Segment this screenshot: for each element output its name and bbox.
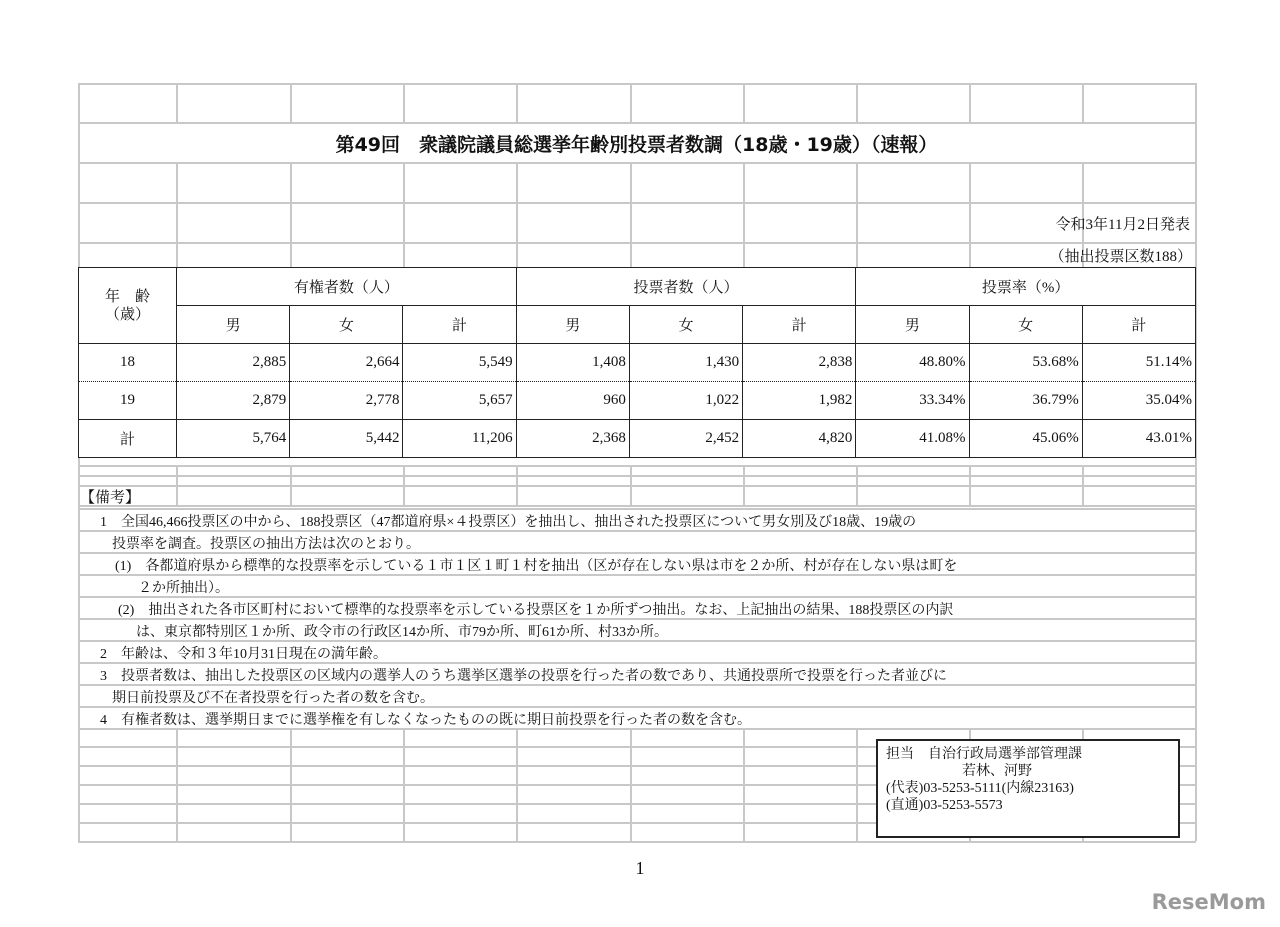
value-cell: 4,820 bbox=[743, 420, 856, 458]
value-cell: 5,764 bbox=[177, 420, 290, 458]
sub-header-row bbox=[79, 306, 1196, 344]
table-row bbox=[79, 382, 1196, 420]
remark-line: (1) 各都道府県から標準的な投票率を示している１市１区１町１村を抽出（区が存在しない県は市を２か所、村が存在しない県は町を bbox=[115, 559, 958, 574]
gridline bbox=[969, 465, 971, 505]
value-cell: 43.01% bbox=[1082, 420, 1195, 458]
value-cell: 2,368 bbox=[516, 420, 629, 458]
publish-date: 令和3年11月2日発表 bbox=[1055, 217, 1190, 233]
gridline bbox=[290, 83, 292, 122]
contact-direct-phone: (直通)03-5253-5573 bbox=[886, 798, 1003, 813]
sub-header: 女 bbox=[629, 306, 742, 344]
page-title: 第49回 衆議院議員総選挙年齢別投票者数調（18歳・19歳）（速報） bbox=[335, 134, 938, 156]
value-cell: 35.04% bbox=[1082, 382, 1195, 420]
value-cell: 1,430 bbox=[629, 344, 742, 382]
gridline bbox=[1082, 465, 1084, 505]
value-cell: 1,408 bbox=[516, 344, 629, 382]
age-header bbox=[79, 268, 177, 344]
remarks-heading: 【備考】 bbox=[80, 490, 141, 506]
sub-header: 女 bbox=[290, 306, 403, 344]
sub-header: 男 bbox=[177, 306, 290, 344]
group-header: 投票率（%） bbox=[856, 268, 1196, 306]
age-header-label: 年 齢 bbox=[104, 288, 150, 305]
contact-dept: 担当 自治行政局選挙部管理課 bbox=[886, 747, 1082, 762]
remark-line: ２か所抽出）。 bbox=[138, 581, 229, 596]
gridline bbox=[176, 465, 178, 505]
group-header: 投票者数（人） bbox=[516, 268, 856, 306]
value-cell: 2,885 bbox=[177, 344, 290, 382]
contact-box bbox=[876, 739, 1180, 838]
gridline bbox=[78, 841, 1196, 843]
gridline bbox=[78, 485, 1196, 487]
value-cell: 5,657 bbox=[403, 382, 516, 420]
remark-line: は、東京都特別区１か所、政令市の行政区14か所、市79か所、町61か所、村33か所。 bbox=[136, 625, 668, 640]
table-row bbox=[79, 344, 1196, 382]
gridline bbox=[78, 475, 1196, 477]
age-header-unit: （歳） bbox=[104, 306, 150, 323]
gridline bbox=[403, 162, 405, 267]
gridline bbox=[856, 83, 858, 122]
gridline bbox=[78, 465, 1196, 467]
gridline bbox=[78, 596, 1196, 598]
sub-header: 計 bbox=[743, 306, 856, 344]
gridline bbox=[290, 162, 292, 267]
value-cell: 45.06% bbox=[969, 420, 1082, 458]
value-cell: 1,022 bbox=[629, 382, 742, 420]
value-cell: 33.34% bbox=[856, 382, 969, 420]
value-cell: 2,452 bbox=[629, 420, 742, 458]
gridline bbox=[78, 83, 80, 841]
remark-line: 期日前投票及び不在者投票を行った者の数を含む。 bbox=[112, 691, 434, 706]
gridline bbox=[516, 465, 518, 505]
gridline bbox=[743, 83, 745, 122]
gridline bbox=[78, 242, 1196, 244]
age-cell: 計 bbox=[79, 420, 177, 458]
age-cell: 19 bbox=[79, 382, 177, 420]
gridline bbox=[78, 505, 1196, 507]
value-cell: 51.14% bbox=[1082, 344, 1195, 382]
gridline bbox=[78, 508, 1196, 510]
gridline bbox=[290, 728, 292, 841]
value-cell: 5,442 bbox=[290, 420, 403, 458]
sub-header: 男 bbox=[516, 306, 629, 344]
gridline bbox=[78, 202, 1196, 204]
gridline bbox=[78, 122, 1196, 124]
gridline bbox=[516, 83, 518, 122]
gridline bbox=[290, 465, 292, 505]
gridline bbox=[403, 465, 405, 505]
remark-line: (2) 抽出された各市区町村において標準的な投票率を示している投票区を１か所ずつ抽出。なお、上記抽出の結果、188投票区の内訳 bbox=[118, 603, 954, 618]
gridline bbox=[403, 83, 405, 122]
sample-count: （抽出投票区数188） bbox=[1049, 249, 1192, 265]
gridline bbox=[856, 465, 858, 505]
age-cell: 18 bbox=[79, 344, 177, 382]
gridline bbox=[176, 83, 178, 122]
gridline bbox=[969, 83, 971, 122]
sub-header: 計 bbox=[403, 306, 516, 344]
gridline bbox=[78, 83, 1196, 85]
page-number: 1 bbox=[635, 858, 645, 878]
gridline bbox=[403, 728, 405, 841]
value-cell: 48.80% bbox=[856, 344, 969, 382]
sub-header: 計 bbox=[1082, 306, 1195, 344]
remark-line: 3 投票者数は、抽出した投票区の区域内の選挙人のうち選挙区選挙の投票を行った者の数であり、共通投票所で投票を行った者並びに bbox=[100, 669, 947, 684]
group-header-row bbox=[79, 268, 1196, 306]
gridline bbox=[1195, 83, 1197, 841]
gridline bbox=[630, 465, 632, 505]
turnout-table bbox=[78, 267, 1196, 458]
gridline bbox=[516, 162, 518, 267]
gridline bbox=[78, 162, 1196, 164]
gridline bbox=[630, 728, 632, 841]
value-cell: 2,664 bbox=[290, 344, 403, 382]
contact-main-phone: (代表)03-5253-5111(内線23163) bbox=[886, 781, 1074, 796]
gridline bbox=[743, 162, 745, 267]
gridline bbox=[630, 162, 632, 267]
value-cell: 2,838 bbox=[743, 344, 856, 382]
gridline bbox=[630, 83, 632, 122]
gridline bbox=[743, 465, 745, 505]
gridline bbox=[1082, 83, 1084, 122]
gridline bbox=[856, 162, 858, 267]
contact-names: 若林、河野 bbox=[962, 764, 1032, 779]
gridline bbox=[969, 162, 971, 267]
value-cell: 1,982 bbox=[743, 382, 856, 420]
value-cell: 5,549 bbox=[403, 344, 516, 382]
value-cell: 2,879 bbox=[177, 382, 290, 420]
value-cell: 960 bbox=[516, 382, 629, 420]
value-cell: 2,778 bbox=[290, 382, 403, 420]
value-cell: 41.08% bbox=[856, 420, 969, 458]
remark-line: 投票率を調査。投票区の抽出方法は次のとおり。 bbox=[112, 537, 420, 552]
remark-line: 4 有権者数は、選挙期日までに選挙権を有しなくなったものの既に期日前投票を行った者の数を含む。 bbox=[100, 713, 751, 728]
gridline bbox=[516, 728, 518, 841]
value-cell: 36.79% bbox=[969, 382, 1082, 420]
value-cell: 11,206 bbox=[403, 420, 516, 458]
group-header: 有権者数（人） bbox=[177, 268, 517, 306]
gridline bbox=[743, 728, 745, 841]
gridline bbox=[176, 162, 178, 267]
table-row bbox=[79, 420, 1196, 458]
remark-line: 2 年齢は、令和３年10月31日現在の満年齢。 bbox=[100, 647, 387, 662]
value-cell: 53.68% bbox=[969, 344, 1082, 382]
sub-header: 女 bbox=[969, 306, 1082, 344]
remark-line: 1 全国46,466投票区の中から、188投票区（47都道府県×４投票区）を抽出し、抽出された投票区について男女別及び18歳、19歳の bbox=[100, 515, 917, 530]
sub-header: 男 bbox=[856, 306, 969, 344]
resemom-logo: ReseMom bbox=[1151, 890, 1266, 914]
gridline bbox=[176, 728, 178, 841]
gridline bbox=[856, 728, 858, 841]
